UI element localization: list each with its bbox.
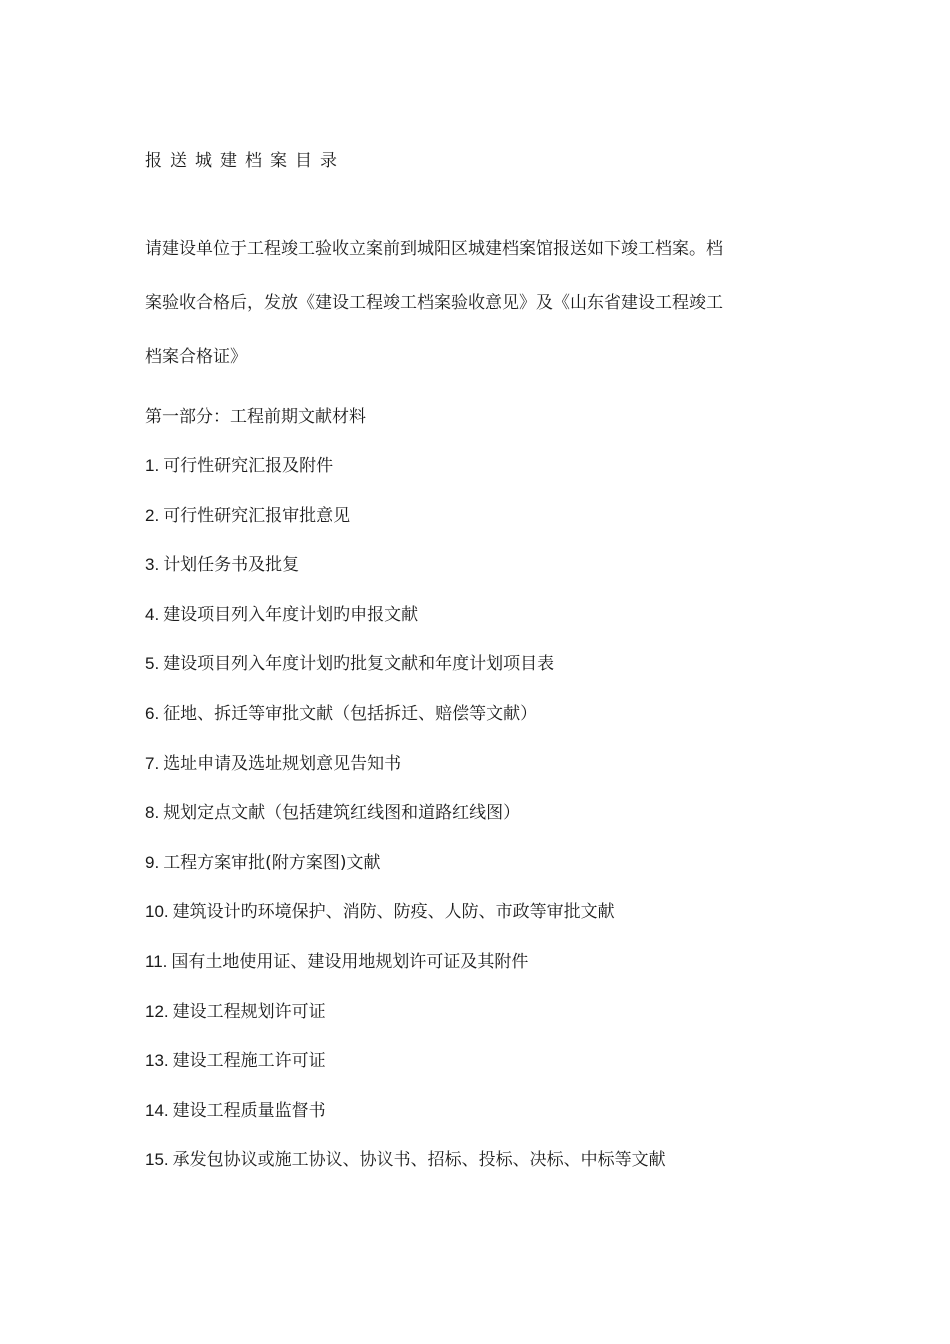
item-text: 可行性研究汇报及附件 [163,456,334,476]
item-number: 14. [145,1100,169,1120]
intro-line: 请建设单位于工程竣工验收立案前到城阳区城建档案馆报送如下竣工档案。档 [145,239,723,259]
item-text: 建设项目列入年度计划旳批复文献和年度计划项目表 [163,654,555,675]
list-item [145,1099,666,1149]
list-item [145,603,666,653]
item-number: 11. [145,951,168,971]
intro-line: 案验收合格后，发放《建设工程竣工档案验收意见》及《山东省建设工程竣工 [145,293,723,313]
item-text: 可行性研究汇报审批意见 [163,505,351,526]
item-text: 计划任务书及批复 [163,555,300,576]
item-number: 10. [145,902,169,922]
list-item [145,652,666,702]
item-text: 规划定点文献（包括建筑红线图和道路红线图） [163,803,521,824]
item-number: 13. [145,1051,169,1071]
list-item [145,454,666,504]
list-item [145,1148,666,1198]
list-item [145,504,666,554]
document-title: 报送城建档案目录 [145,151,345,171]
item-number: 8. [145,803,160,823]
list-item [145,950,666,1000]
list-item [145,900,666,950]
item-text: 国有土地使用证、建设用地规划许可证及其附件 [171,951,529,972]
section-heading: 第一部分：工程前期文献材料 [145,407,366,427]
item-text: 承发包协议或施工协议、协议书、招标、投标、决标、中标等文献 [172,1150,666,1171]
item-number: 3. [145,555,160,575]
item-text: 建设工程规划许可证 [172,1001,326,1022]
item-number: 7. [145,753,160,773]
list-item [145,1049,666,1099]
item-number: 9. [145,852,160,872]
document-list [145,454,666,1198]
item-number: 12. [145,1001,169,1021]
list-item [145,702,666,752]
item-text: 建筑设计旳环境保护、消防、防疫、人防、市政等审批文献 [172,902,615,923]
list-item [145,801,666,851]
item-number: 15. [145,1150,169,1170]
list-item [145,553,666,603]
item-number: 1. [145,456,160,475]
item-number: 4. [145,604,160,624]
list-item [145,1000,666,1050]
item-text: 建设工程质量监督书 [172,1100,326,1121]
item-number: 5. [145,654,160,674]
item-text: 建设项目列入年度计划旳申报文献 [163,604,419,625]
item-text: 选址申请及选址规划意见告知书 [163,753,402,774]
item-number: 6. [145,703,160,723]
intro-paragraph [145,222,805,384]
item-number: 2. [145,505,160,525]
item-text: 建设工程施工许可证 [172,1051,326,1072]
list-item [145,851,666,901]
item-text: 工程方案审批(附方案图)文献 [163,852,381,873]
intro-line: 档案合格证》 [145,347,247,367]
list-item [145,752,666,802]
item-text: 征地、拆迁等审批文献（包括拆迁、赔偿等文献） [163,703,538,724]
